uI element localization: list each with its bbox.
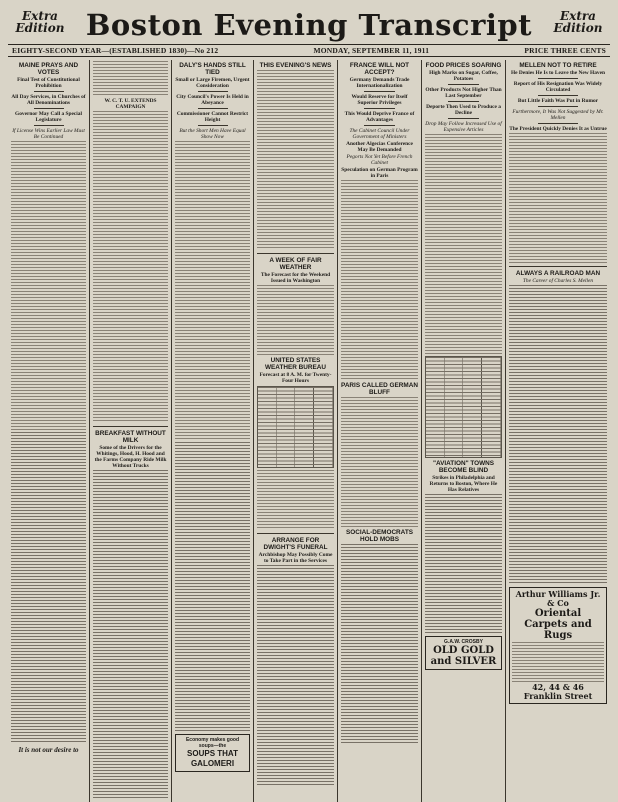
- divider: [34, 91, 64, 92]
- ad-line: G.A.W. CROSBY: [444, 639, 483, 645]
- column-3: [172, 60, 254, 802]
- subhead: Forecast at 8 A. M. for Twenty-Four Hours: [259, 372, 332, 384]
- subhead: City Council's Power Is Held in Abeyance: [176, 94, 249, 106]
- divider: [257, 533, 334, 534]
- divider: [509, 266, 607, 267]
- headline-social-democrats: SOCIAL-DEMOCRATS HOLD MOBS: [346, 529, 413, 543]
- subhead: But Little Faith Was Put in Rumor: [517, 98, 599, 104]
- ad-text: [512, 642, 604, 682]
- article-text: [341, 397, 418, 527]
- divider: [538, 106, 577, 107]
- subhead: Some of the Drivers for the Whitings, Hood, H. Hood and the Farms Company Ride Milk Without Trucks: [94, 445, 167, 469]
- article-text: [257, 285, 334, 355]
- article-text: [341, 544, 418, 744]
- column-2: [90, 60, 172, 802]
- ad-company: Arthur Williams Jr. & Co: [515, 589, 601, 608]
- weather-table: [257, 386, 334, 468]
- newspaper-title: Boston Evening Transcript: [85, 8, 533, 42]
- article-text: [175, 141, 250, 441]
- article-text: [509, 285, 607, 585]
- divider: [93, 426, 168, 427]
- article-text: [93, 61, 168, 97]
- subhead: The Forecast for the Weekend Issued in Washington: [260, 272, 331, 284]
- subhead: Other Products Not Higher Than Last September: [425, 87, 502, 99]
- volume-info: EIGHTY-SECOND YEAR—(ESTABLISHED 1830)—No 212: [12, 46, 219, 55]
- divider: [364, 108, 395, 109]
- article-text: [509, 133, 607, 263]
- carpets-advertisement: [509, 587, 607, 704]
- article-text: [425, 134, 502, 354]
- dateline: [8, 44, 610, 57]
- subhead: Small or Large Firemen, Urgent Consideration: [175, 77, 250, 89]
- divider: [448, 101, 479, 102]
- columns: [8, 60, 610, 802]
- article-text: [257, 470, 334, 530]
- ad-line: Economy makes good soups—the: [185, 737, 240, 749]
- subhead: Deporte Then Used to Produce a Decline: [426, 104, 501, 116]
- edition-label-right: Extra Edition: [553, 9, 603, 35]
- divider: [538, 95, 577, 96]
- headline-daly: DALY'S HANDS STILL TIED: [179, 62, 246, 76]
- ad-brand: SOUPS THAT GALOMERI: [187, 749, 238, 768]
- divider: [538, 78, 577, 79]
- divider: [198, 108, 228, 109]
- column-1: [8, 60, 90, 802]
- headline-food-prices: FOOD PRICES SOARING: [425, 62, 502, 69]
- column-6: [422, 60, 506, 802]
- subhead: This Would Deprive France of Advantages: [344, 111, 415, 123]
- divider: [34, 125, 64, 126]
- headline-france: FRANCE WILL NOT ACCEPT?: [349, 62, 410, 76]
- column-5: [338, 60, 422, 802]
- masthead: [8, 6, 610, 44]
- divider: [198, 125, 228, 126]
- headline-railroad-man: ALWAYS A RAILROAD MAN: [515, 270, 601, 277]
- subhead: Archbishop May Possibly Come to Take Part in the Services: [258, 552, 333, 564]
- news-summary-list: [257, 70, 334, 250]
- subhead: The President Quickly Denies It as Untrue: [509, 126, 607, 132]
- headline-mellen: MELLEN NOT TO RETIRE: [519, 62, 597, 69]
- article-text: [93, 470, 168, 800]
- column-7: [506, 60, 610, 802]
- article-text: [175, 442, 250, 732]
- price: PRICE THREE CENTS: [524, 46, 606, 55]
- subhead: Drop May Follow Increased Use of Expensive Articles: [425, 121, 502, 133]
- headline-aviation: "AVIATION" TOWNS BECOME BLIND: [432, 460, 495, 474]
- edition-label-left: Extra Edition: [15, 9, 65, 35]
- subhead: The Career of Charles S. Mellen: [522, 278, 594, 284]
- subhead: Would Reserve for Itself Superior Privileges: [351, 94, 408, 106]
- divider: [448, 84, 479, 85]
- subhead: The Cabinet Council Under Government of Ministers: [349, 128, 410, 140]
- headline-evening-news: THIS EVENING'S NEWS: [259, 62, 332, 69]
- subhead: Germany Demands Trade Internationalization: [349, 77, 410, 89]
- issue-date: MONDAY, SEPTEMBER 11, 1911: [313, 46, 430, 55]
- divider: [34, 108, 64, 109]
- subhead: All Day Services, in Churches of All Denominations: [11, 94, 86, 106]
- divider: [538, 123, 577, 124]
- article-text: [257, 565, 334, 785]
- headline-paris-bluff: PARIS CALLED GERMAN BLUFF: [341, 382, 418, 396]
- headline-dwight-funeral: ARRANGE FOR DWIGHT'S FUNERAL: [263, 537, 328, 551]
- subhead: If License Wins Earlier Law Must Be Continued: [12, 128, 85, 140]
- subhead: He Denies He Is to Leave the New Haven: [510, 70, 606, 76]
- gold-silver-advertisement: [425, 636, 502, 670]
- subhead: Final Test of Constitutional Prohibition: [17, 77, 80, 89]
- headline-fair-weather: A WEEK OF FAIR WEATHER: [269, 257, 322, 271]
- headline-maine: MAINE PRAYS AND VOTES: [18, 62, 79, 76]
- divider: [364, 91, 395, 92]
- kicker: W. C. T. U. EXTENDS CAMPAIGN: [104, 98, 157, 110]
- ad-headline: Oriental Carpets and Rugs: [524, 608, 592, 641]
- headline-weather-bureau: UNITED STATES WEATHER BUREAU: [265, 357, 326, 371]
- subhead: High Marks on Sugar, Coffee, Potatoes: [429, 70, 498, 82]
- divider: [257, 253, 334, 254]
- article-text: [11, 432, 86, 742]
- article-text: [93, 111, 168, 423]
- column-4: [254, 60, 338, 802]
- subhead: Governor May Call a Special Legislature: [15, 111, 82, 123]
- article-text: [425, 494, 502, 634]
- closing-line: It is not our desire to: [18, 746, 79, 754]
- soups-advertisement: [175, 734, 250, 772]
- subhead: Commissioner Cannot Restrict Height: [176, 111, 249, 123]
- subhead: Pegorts Not Yet Before French Cabinet: [346, 154, 413, 166]
- divider: [198, 91, 228, 92]
- article-text: [11, 141, 86, 431]
- ad-address: 42, 44 & 46 Franklin Street: [523, 682, 593, 701]
- subhead: Another Algecias Conference May Be Demanded: [346, 141, 413, 153]
- subhead: Strikes in Philadelphia and Returns to Boston, Where He Has Relatives: [429, 475, 498, 493]
- subhead: Speculation on German Program in Paris: [341, 167, 418, 179]
- price-table: [425, 356, 502, 458]
- subhead: Furthermore, It Was Not Suggested by Mr. Mellen: [512, 109, 604, 121]
- divider: [364, 125, 395, 126]
- divider: [448, 118, 479, 119]
- article-text: [341, 180, 418, 380]
- headline-breakfast: BREAKFAST WITHOUT MILK: [95, 430, 166, 444]
- ad-headline: OLD GOLD and SILVER: [430, 645, 497, 667]
- subhead: Report of His Resignation Was Widely Circulated: [513, 81, 603, 93]
- subhead: But the Short Men Have Equal Show Now: [179, 128, 246, 140]
